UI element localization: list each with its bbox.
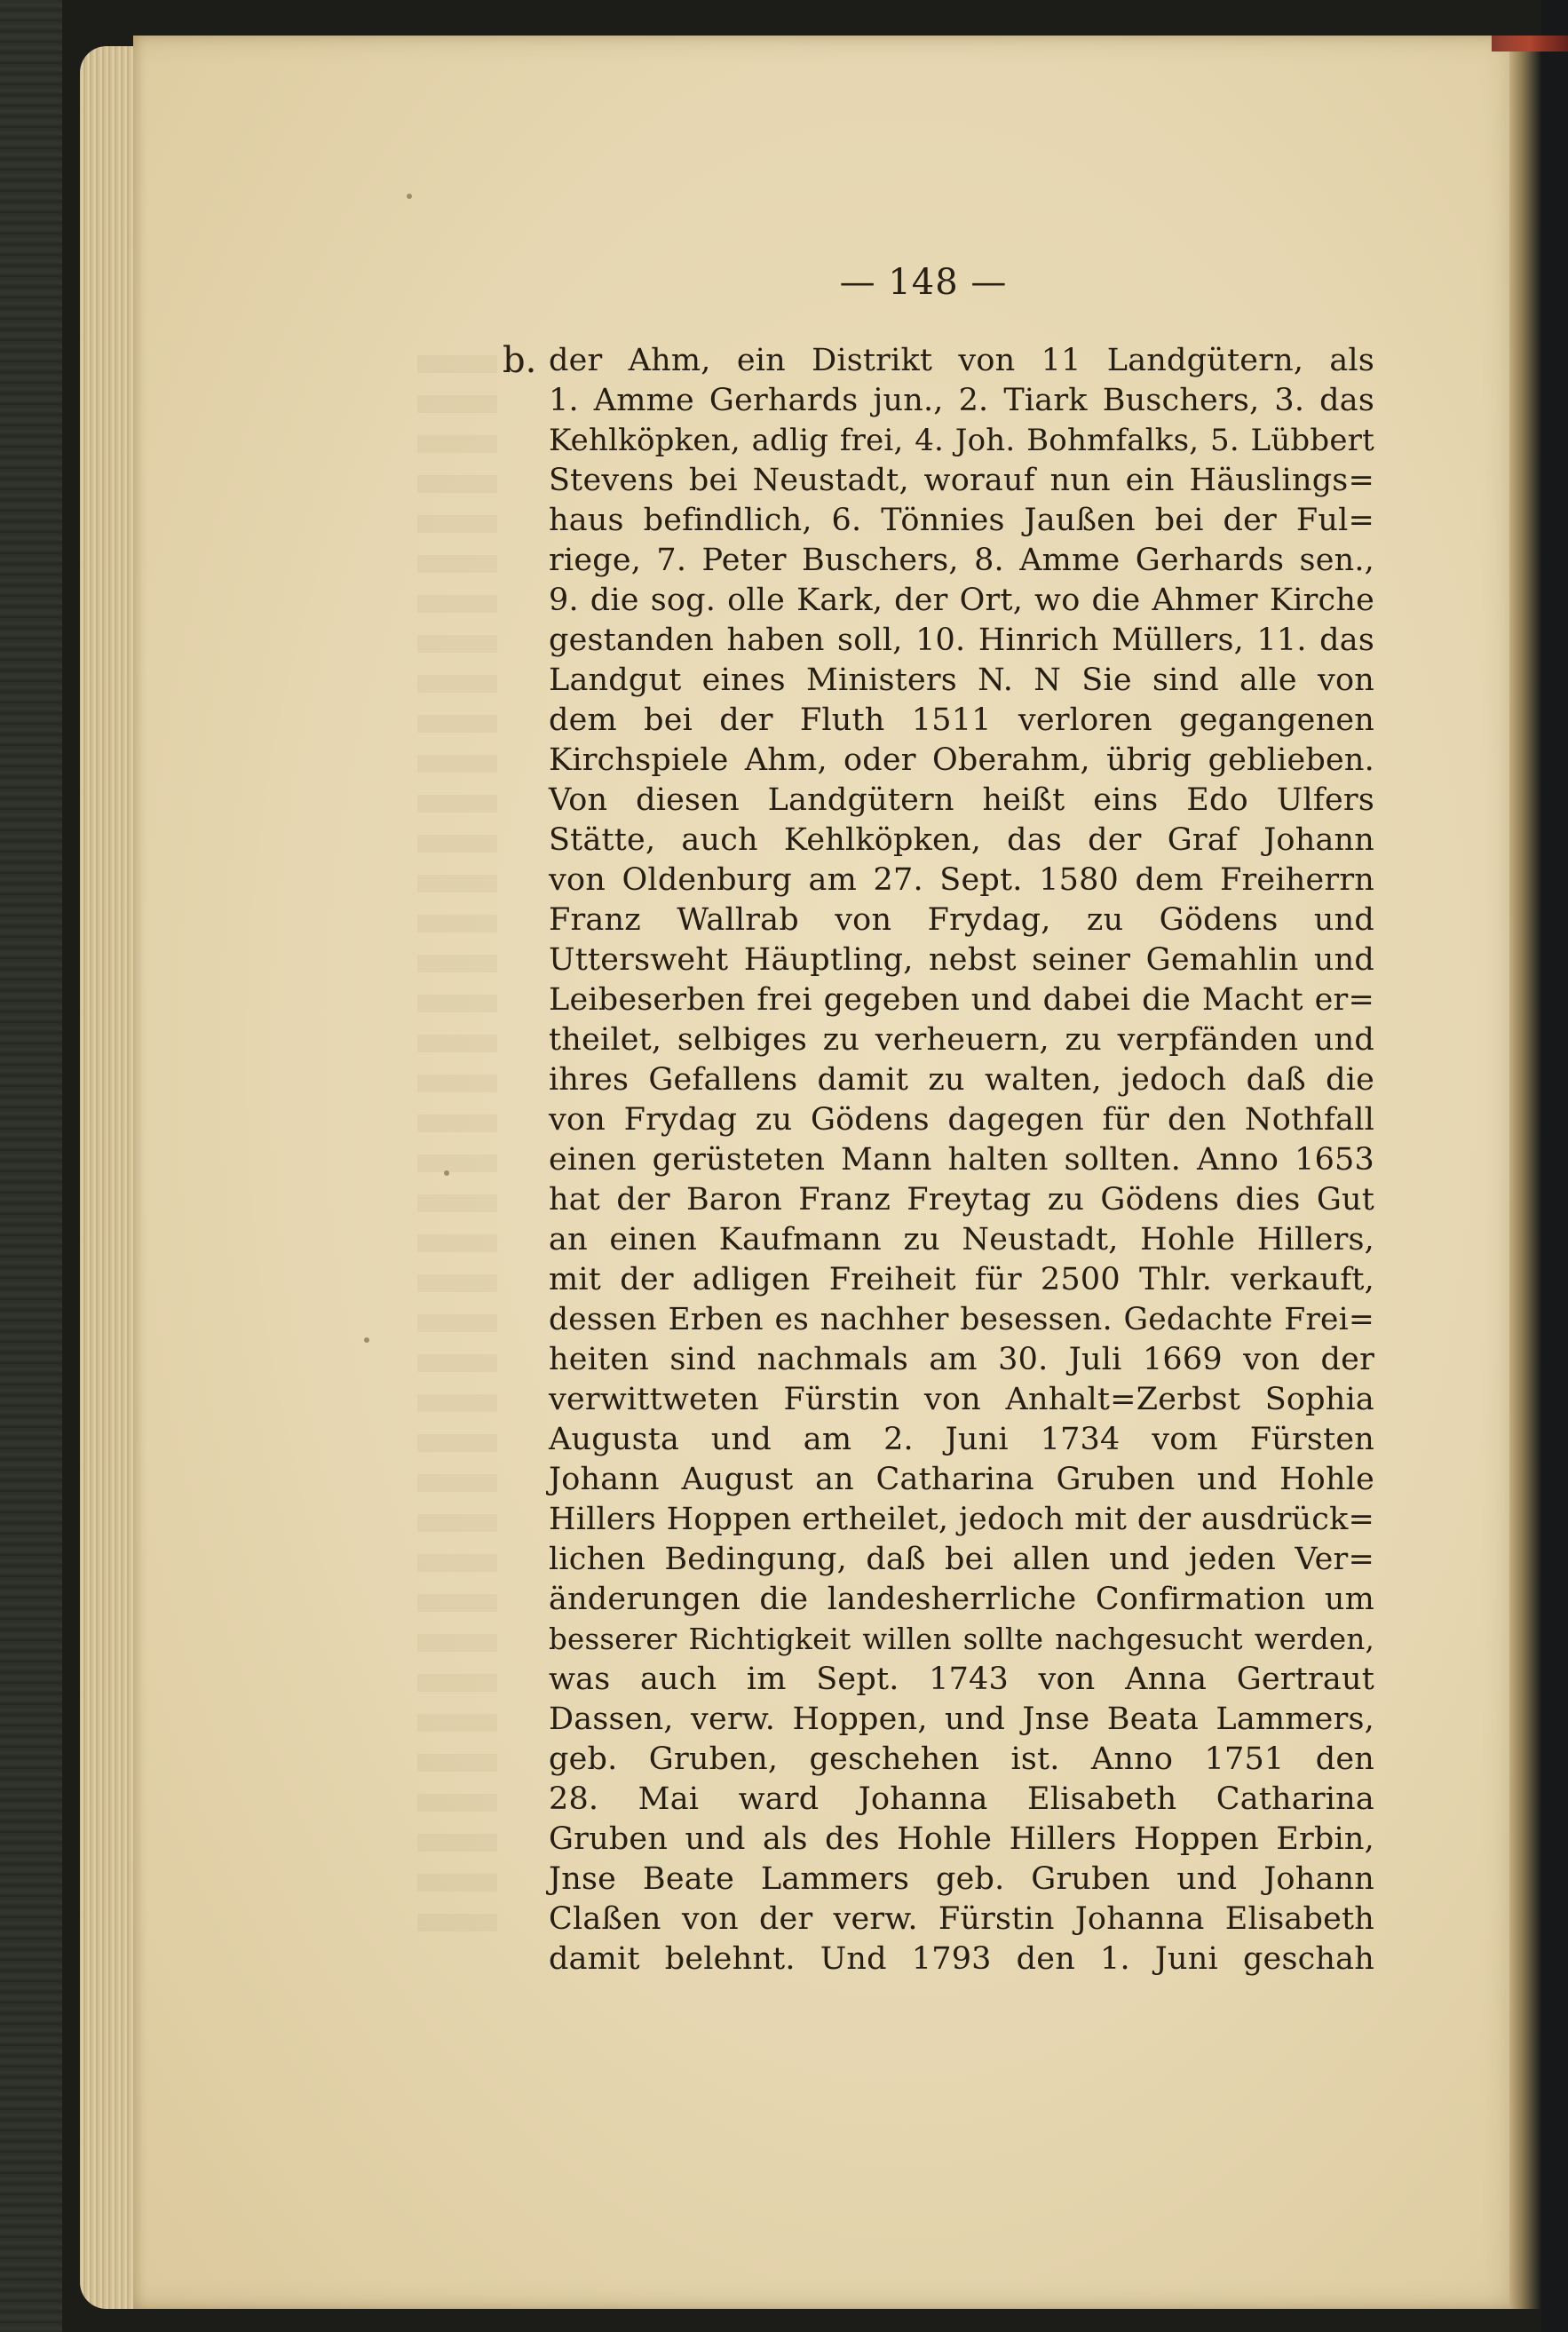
page-number: — 148 — xyxy=(839,262,1008,303)
text-line: Dassen, verw. Hoppen, und Jnse Beata Lammers, xyxy=(549,1701,1374,1737)
text-line: riege, 7. Peter Buschers, 8. Amme Gerhards sen., xyxy=(549,543,1374,578)
body-text xyxy=(549,341,1374,1979)
text-line: Gruben und als des Hohle Hillers Hoppen Erbin, xyxy=(549,1821,1374,1857)
text-line: ihres Gefallens damit zu walten, jedoch daß die xyxy=(549,1062,1374,1098)
text-line: mit der adligen Freiheit für 2500 Thlr. verkauft, xyxy=(549,1262,1374,1297)
text-line: Landgut eines Ministers N. N Sie sind alle von xyxy=(549,662,1374,698)
text-line: Jnse Beate Lammers geb. Gruben und Johann xyxy=(549,1861,1374,1897)
text-line: Johann August an Catharina Gruben und Hohle xyxy=(549,1462,1374,1497)
text-line: 1. Amme Gerhards jun., 2. Tiark Buschers, 3. das xyxy=(549,383,1374,418)
facing-page-edge xyxy=(1541,0,1568,2332)
item-marker: b. xyxy=(503,340,537,381)
text-line: Franz Wallrab von Frydag, zu Gödens und xyxy=(549,902,1374,938)
text-line: Stevens bei Neustadt, worauf nun ein Häuslings= xyxy=(549,463,1374,498)
text-line: dem bei der Fluth 1511 verloren gegangenen xyxy=(549,702,1374,738)
text-line: Claßen von der verw. Fürstin Johanna Elisabeth xyxy=(549,1901,1374,1937)
text-line: einen gerüsteten Mann halten sollten. Anno 1653 xyxy=(549,1142,1374,1178)
text-line: Von diesen Landgütern heißt eins Edo Ulfers xyxy=(549,782,1374,818)
text-line: der Ahm, ein Distrikt von 11 Landgütern, als xyxy=(549,343,1374,378)
text-line: hat der Baron Franz Freytag zu Gödens dies Gut xyxy=(549,1182,1374,1218)
paper-speck xyxy=(444,1170,449,1176)
text-line: dessen Erben es nachher besessen. Gedachte Frei= xyxy=(549,1302,1374,1337)
text-line: Uttersweht Häuptling, nebst seiner Gemahlin und xyxy=(549,942,1374,978)
red-ribbon-mark xyxy=(1492,36,1568,52)
text-line: Leibeserben frei gegeben und dabei die Macht er= xyxy=(549,982,1374,1018)
text-line: Augusta und am 2. Juni 1734 vom Fürsten xyxy=(549,1422,1374,1457)
bleed-through-marks xyxy=(417,355,497,1954)
text-line: Kirchspiele Ahm, oder Oberahm, übrig geblieben. xyxy=(549,742,1374,778)
text-line: 28. Mai ward Johanna Elisabeth Catharina xyxy=(549,1781,1374,1817)
text-line: gestanden haben soll, 10. Hinrich Müllers, 11. das xyxy=(549,623,1374,658)
text-line: theilet, selbiges zu verheuern, zu verpfänden und xyxy=(549,1022,1374,1058)
book-cover-edge xyxy=(0,0,62,2332)
text-line: damit belehnt. Und 1793 den 1. Juni geschah xyxy=(549,1941,1374,1977)
text-line: Hillers Hoppen ertheilet, jedoch mit der ausdrück= xyxy=(549,1502,1374,1537)
text-line: Stätte, auch Kehlköpken, das der Graf Johann xyxy=(549,822,1374,858)
text-line: von Oldenburg am 27. Sept. 1580 dem Freiherrn xyxy=(549,862,1374,898)
text-line: geb. Gruben, geschehen ist. Anno 1751 den xyxy=(549,1741,1374,1777)
text-line: an einen Kaufmann zu Neustadt, Hohle Hillers, xyxy=(549,1222,1374,1257)
text-line: lichen Bedingung, daß bei allen und jeden Ver= xyxy=(549,1542,1374,1577)
text-line: was auch im Sept. 1743 von Anna Gertraut xyxy=(549,1662,1374,1697)
text-line: besserer Richtigkeit willen sollte nachgesucht werden, xyxy=(549,1622,1374,1656)
text-line: von Frydag zu Gödens dagegen für den Nothfall xyxy=(549,1102,1374,1138)
text-line: heiten sind nachmals am 30. Juli 1669 von der xyxy=(549,1342,1374,1377)
text-line: haus befindlich, 6. Tönnies Jaußen bei der Ful= xyxy=(549,503,1374,538)
text-line: Kehlköpken, adlig frei, 4. Joh. Bohmfalks, 5. Lübbert xyxy=(549,423,1374,458)
text-line: verwittweten Fürstin von Anhalt=Zerbst Sophia xyxy=(549,1382,1374,1417)
text-line: änderungen die landesherrliche Confirmation um xyxy=(549,1582,1374,1617)
text-line: 9. die sog. olle Kark, der Ort, wo die Ahmer Kirche xyxy=(549,583,1374,618)
paper-speck xyxy=(364,1337,369,1343)
book-gutter xyxy=(1509,36,1541,2309)
paper-speck xyxy=(407,194,412,199)
